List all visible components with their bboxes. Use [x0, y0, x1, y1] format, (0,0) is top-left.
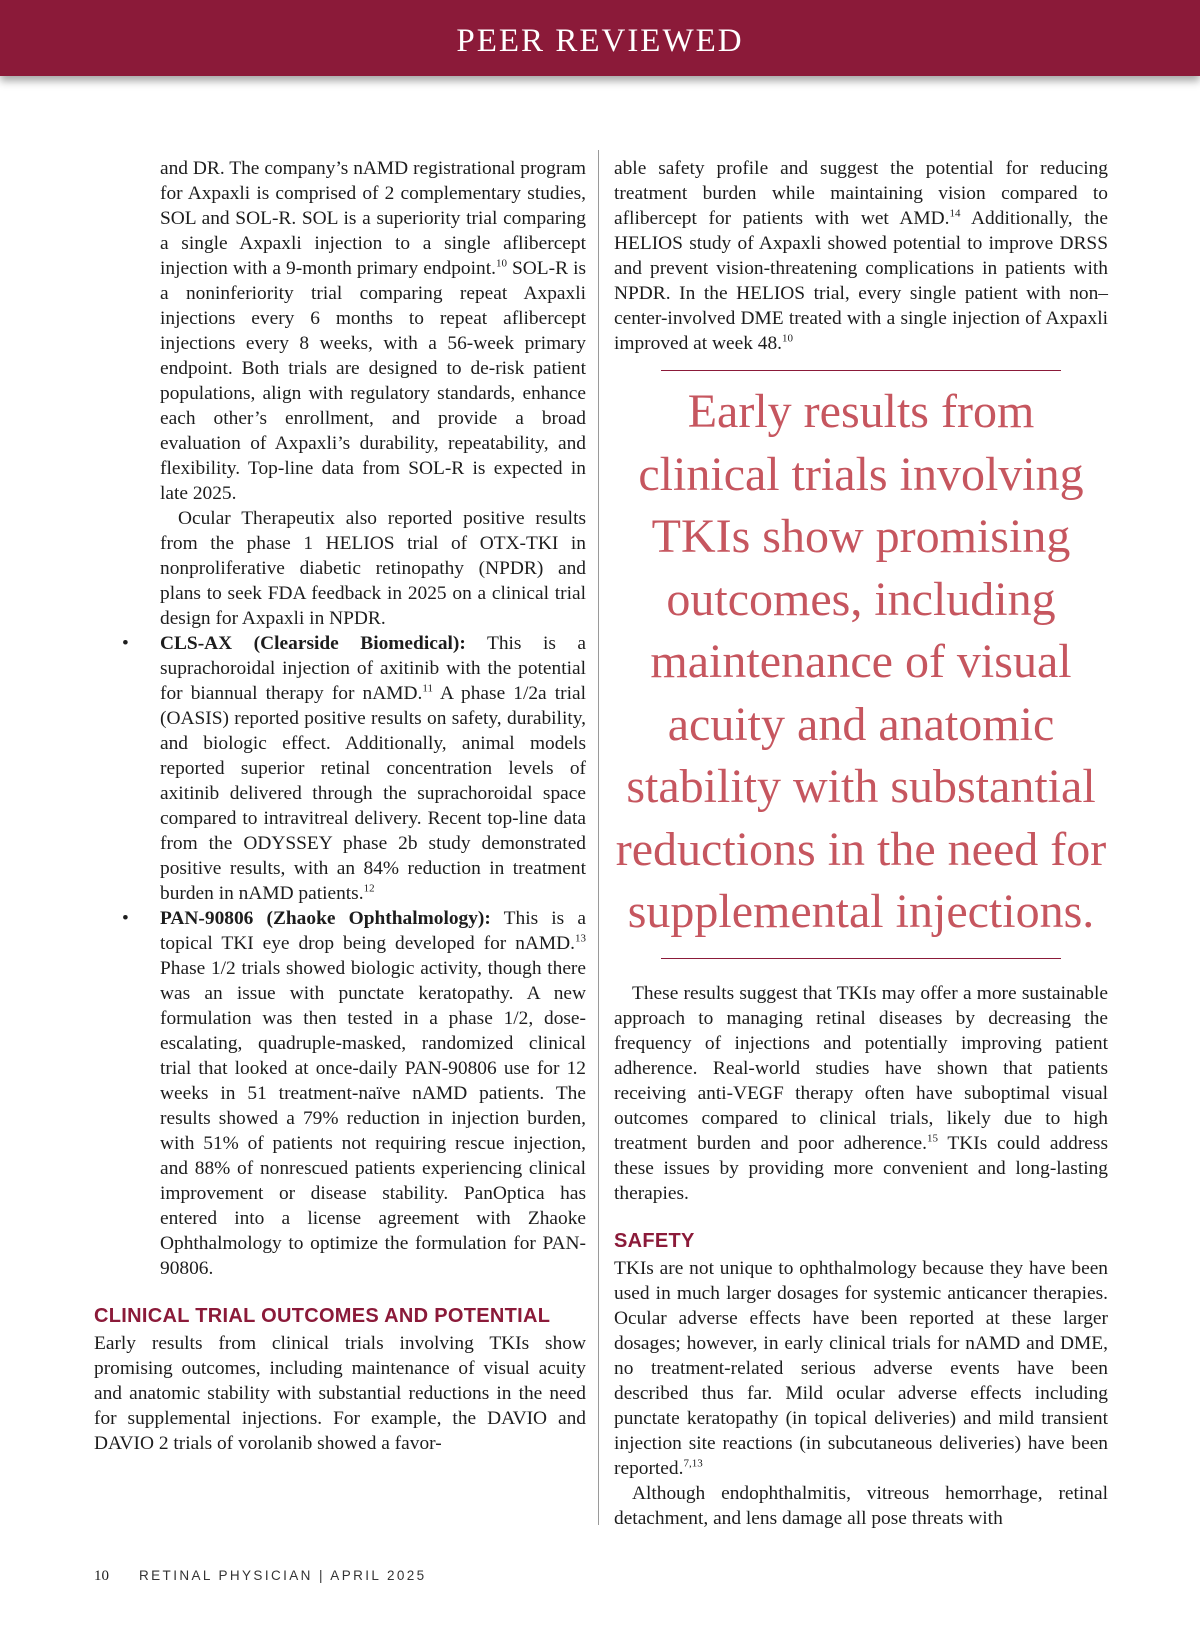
safety-paragraph: TKIs are not unique to ophthalmology because they have been used in much larger dosages for systemic anticancer therapies. Ocular adverse effects have been reported at these larger dosages; however, in early clinical trials for nAMD and DME, no treatment-related serious adverse events have been described thus far. Mild ocular adverse effects including punctate keratopathy (in topical deliveries) and mild transient injection site reactions (in subcutaneous deliveries) have been reported.$^{7,13}$: [614, 1257, 1108, 1479]
left-intro-block: [160, 156, 586, 631]
safety-heading: SAFETY: [614, 1229, 695, 1252]
results-paragraph: These results suggest that TKIs may offer a more sustainable approach to managing retinal diseases by decreasing the frequency of injections and potentially improving patient adherence. Real-world studies have shown that patients receiving anti-VEGF therapy often have suboptimal visual outcomes compared to clinical trials, likely due to high treatment burden and poor adherence.$^{15}$ TKIs could address these issues by providing more convenient and long-lasting therapies.: [614, 982, 1108, 1204]
helios-paragraph: Ocular Therapeutix also reported positive results from the phase 1 HELIOS trial of OTX-TKI in nonproliferative diabetic retinopathy (NPDR) and plans to seek FDA feedback in 2025 on a clinical trial design for Axpaxli in NPDR.: [160, 508, 586, 629]
magazine-issue: RETINAL PHYSICIAN | APRIL 2025: [139, 1568, 427, 1583]
bullet-label: PAN-90806 (Zhaoke Ophthalmology):: [160, 908, 491, 929]
bullet-label: CLS-AX (Clearside Biomedical):: [160, 633, 466, 654]
bullet-pan-90806: • PAN-90806 (Zhaoke Ophthalmology): This is a topical TKI eye drop being developed for nAMD.$^{13}$ Phase 1/2 trials showed biologic activity, though there was an issue with punctate keratopathy. A new formulation was then tested in a phase 1/2, dose-escalating, quadruple-masked, randomized clinical trial that looked at once-daily PAN-90806 use for 12 weeks in 51 treatment-naïve nAMD patients. The results showed a 79% reduction in injection burden, with 51% of patients not requiring rescue injection, and 88% of nonrescued patients experiencing clinical improvement or disease stability. PanOptica has entered into a license agreement with Zhaoke Ophthalmology to optimize the formulation for PAN-90806.: [122, 908, 586, 1279]
intro-paragraph: and DR. The company’s nAMD registrational program for Axpaxli is comprised of 2 complementary studies, SOL and SOL-R. SOL is a superiority trial comparing a single Axpaxli injection to a single aflibercept injection with a 9-month primary endpoint.$^{10}$ SOL-R is a noninferiority trial comparing repeat Axpaxli injections every 6 months to repeat aflibercept injections every 8 weeks, with a 56-week primary endpoint. Both trials are designed to de-risk patient populations, align with regulatory standards, enhance each other’s enrollment, and provide a broad evaluation of Axpaxli’s durability, repeatability, and flexibility. Top-line data from SOL-R is expected in late 2025.: [160, 158, 586, 504]
bullet-cls-ax: • CLS-AX (Clearside Biomedical): This is a suprachoroidal injection of axitinib with the potential for biannual therapy for nAMD.$^{11}$ A phase 1/2a trial (OASIS) reported positive results on safety, durability, and biologic effect. Additionally, animal models reported superior retinal concentration levels of axitinib delivered through the suprachoroidal space compared to intravitreal delivery. Recent top-line data from the ODYSSEY phase 2b study demonstrated positive results, with an 84% reduction in treatment burden in nAMD patients.$^{12}$: [122, 633, 586, 904]
clinical-outcomes-heading: CLINICAL TRIAL OUTCOMES AND POTENTIAL: [94, 1305, 551, 1327]
continued-paragraph: able safety profile and suggest the potential for reducing treatment burden while maintaining vision compared to aflibercept for patients with wet AMD.$^{14}$ Additionally, the HELIOS study of Axpaxli showed potential to improve DRSS and prevent vision-threatening complications in patients with NPDR. In the HELIOS trial, every single patient with non–center-involved DME treated with a single injection of Axpaxli improved at week 48.10: [614, 158, 1108, 354]
endophthalmitis-paragraph: Although endophthalmitis, vitreous hemorrhage, retinal detachment, and lens damage all pose threats with: [614, 1482, 1108, 1529]
tki-bullet-list: [122, 631, 586, 1281]
left-column: [94, 156, 586, 1456]
outcomes-paragraph: Early results from clinical trials involving TKIs show promising outcomes, including maintenance of visual acuity and anatomic stability with substantial reductions in the need for supplemental injections. For example, the DAVIO and DAVIO 2 trials of vorolanib showed a favor-: [94, 1333, 586, 1454]
peer-reviewed-banner: [0, 0, 1200, 76]
bullet-marker: •: [122, 633, 129, 654]
pullquote: Early results from clinical trials involving TKIs show promising outcomes, including maintenance of visual acuity and anatomic stability with substantial reductions in the need for supplemental injections.: [615, 385, 1107, 938]
right-column: [614, 156, 1108, 1531]
pullquote-bottom-rule: [661, 958, 1061, 959]
page-number: 10: [94, 1568, 109, 1584]
pullquote-top-rule: [661, 370, 1061, 371]
bullet-marker: •: [122, 908, 129, 929]
page-footer: [94, 1568, 427, 1585]
column-divider: [598, 150, 599, 1525]
banner-title: PEER REVIEWED: [456, 22, 744, 59]
